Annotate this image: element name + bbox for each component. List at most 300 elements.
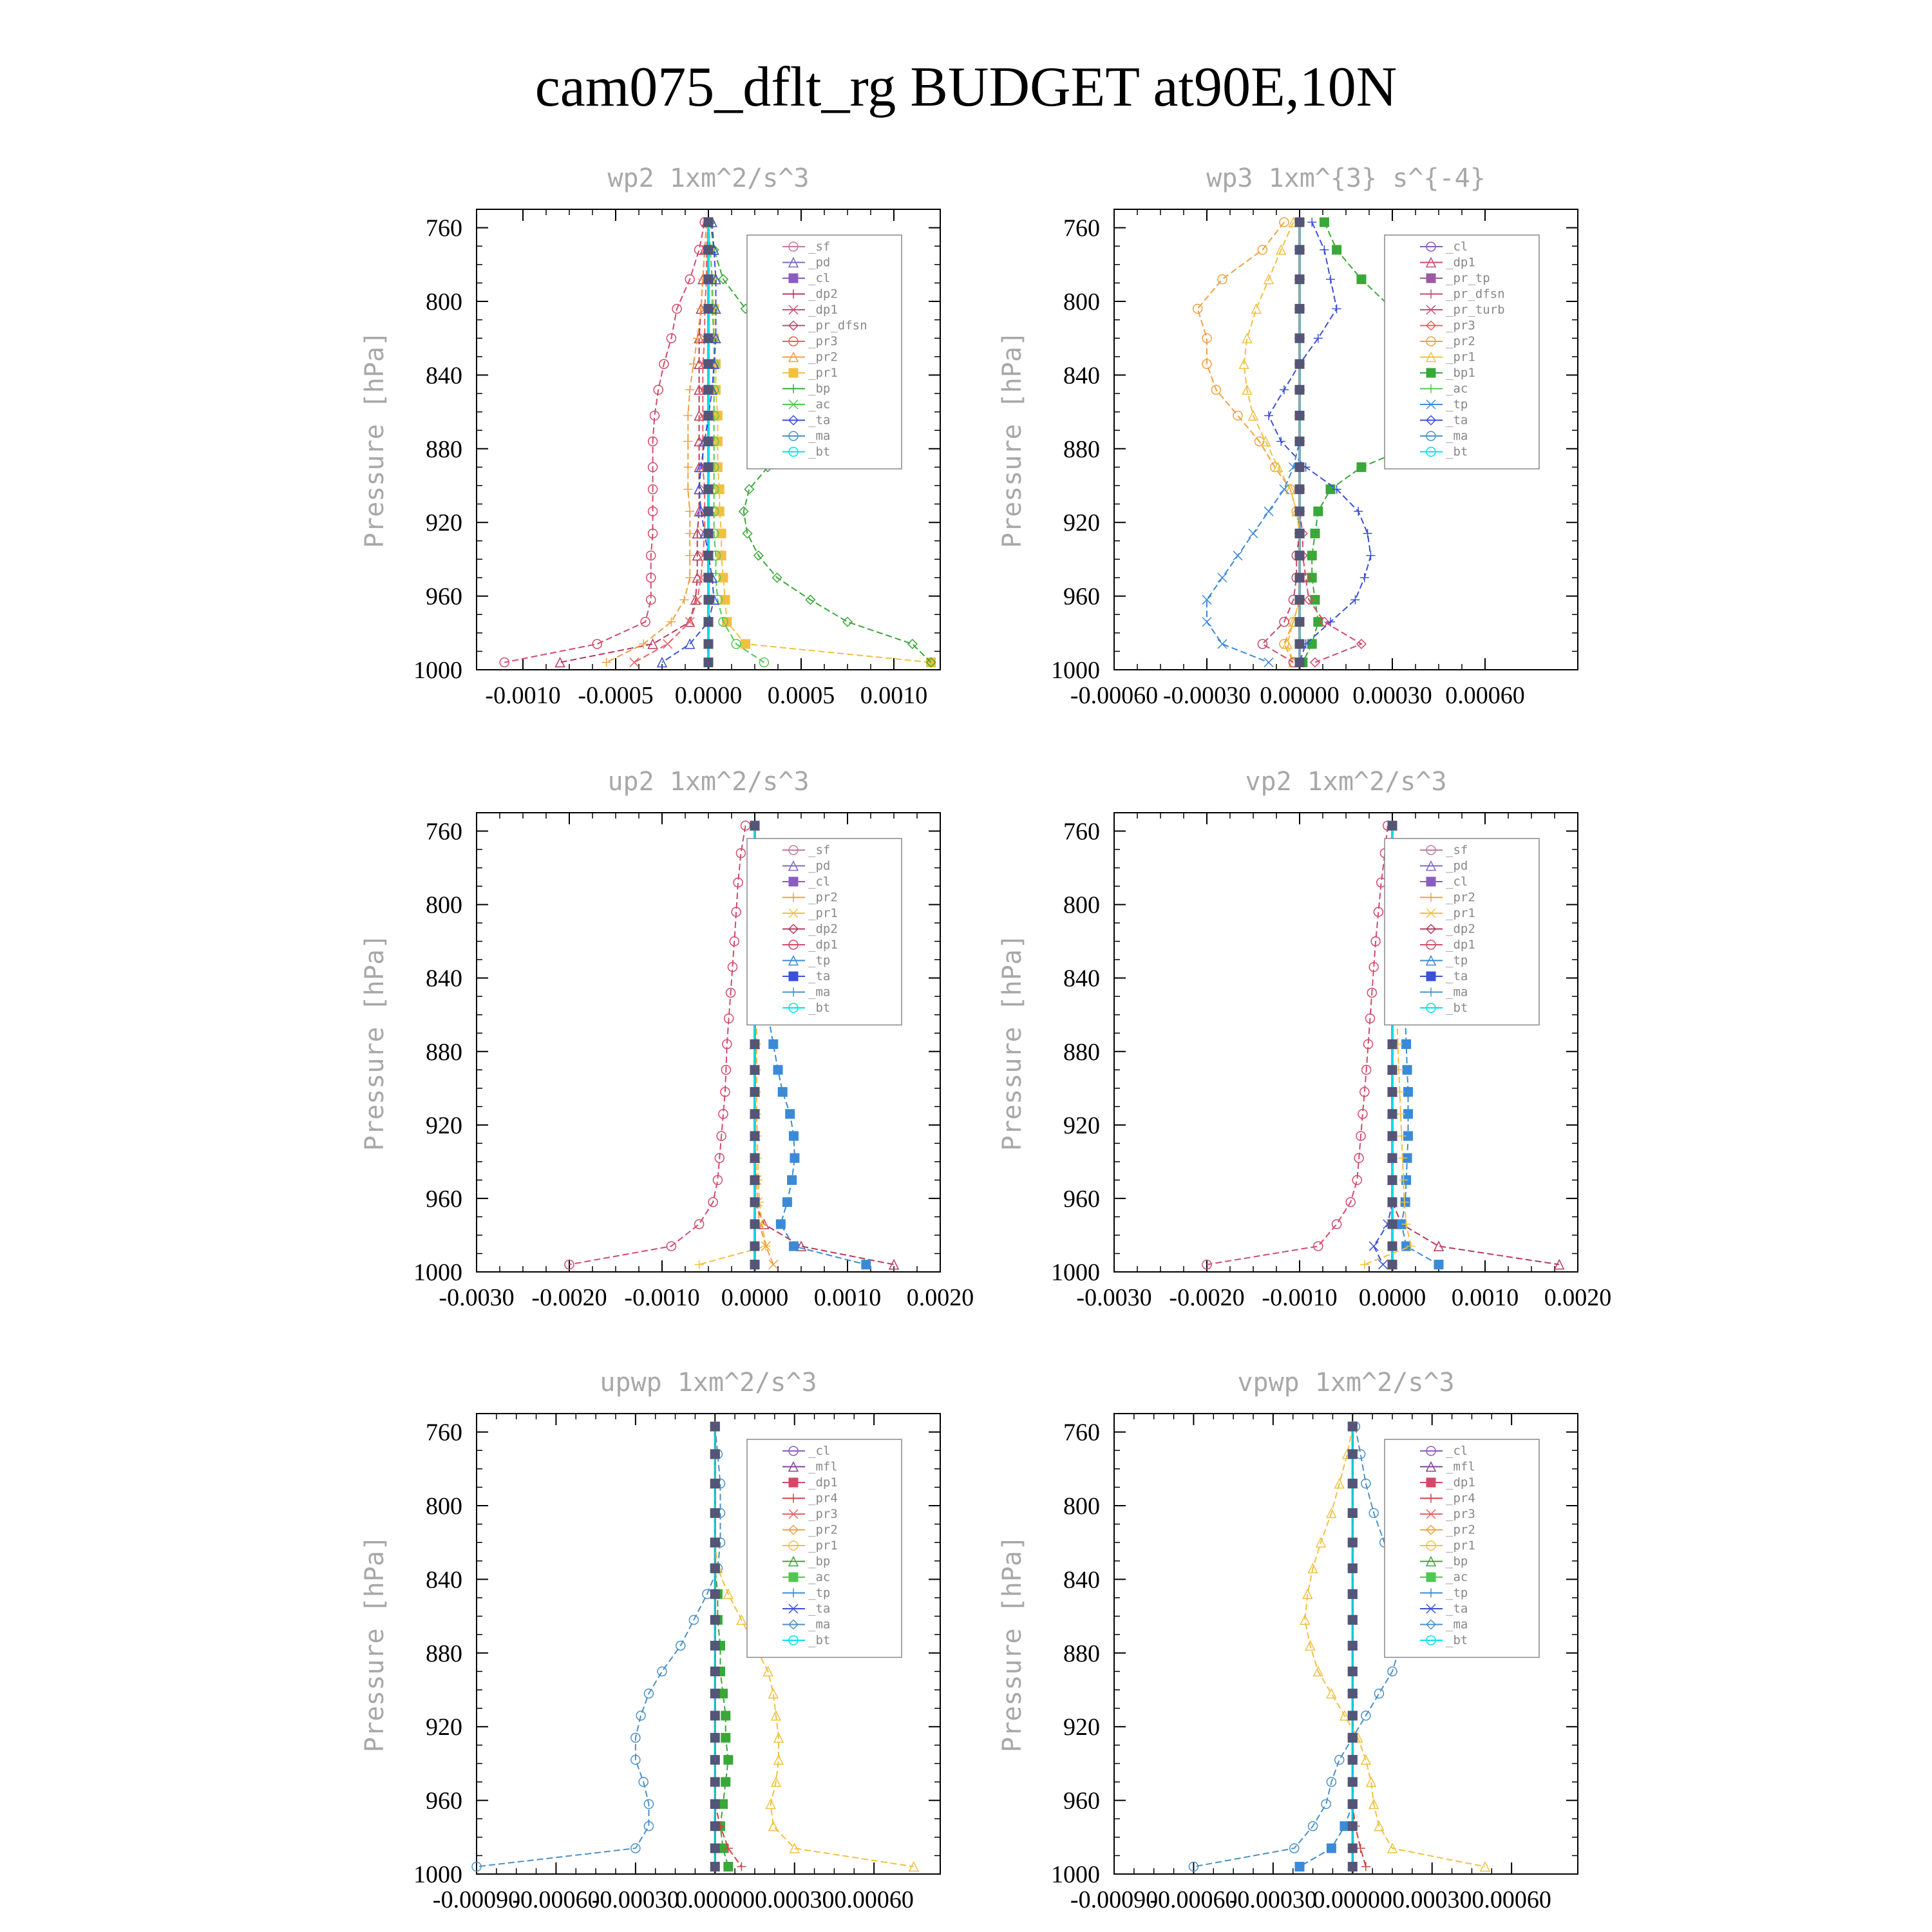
legend-label: _pr_dfsn — [1446, 287, 1505, 301]
data-point — [1295, 639, 1304, 649]
y-tick-label: 880 — [426, 1640, 462, 1667]
legend-marker — [789, 1573, 798, 1582]
x-tick-label: -0.00090 — [432, 1886, 521, 1913]
data-point — [1295, 218, 1304, 227]
legend-label: _pr2 — [808, 350, 838, 365]
data-point — [773, 1065, 782, 1074]
data-point — [1348, 1615, 1357, 1624]
series-pr2 — [1193, 218, 1304, 667]
data-point — [602, 658, 611, 667]
x-tick-label: -0.00030 — [591, 1886, 679, 1913]
legend-label: _pr1 — [808, 1539, 838, 1553]
y-tick-label: 960 — [426, 583, 462, 611]
data-point — [1295, 245, 1304, 254]
data-point — [1403, 1065, 1412, 1074]
legend-label: _cl — [808, 271, 831, 285]
data-point — [710, 1538, 719, 1547]
y-tick-label: 1000 — [413, 1259, 462, 1286]
x-tick-label: -0.00090 — [1070, 1886, 1159, 1913]
legend-label: _bt — [1446, 444, 1468, 459]
data-point — [788, 1175, 797, 1184]
data-point — [704, 618, 713, 627]
x-tick-label: -0.00030 — [1229, 1886, 1317, 1913]
panel-title: wp3 1xm^{3} s^{-4} — [1206, 164, 1486, 193]
data-point — [1374, 1689, 1383, 1698]
data-point — [717, 551, 726, 560]
legend-label: _dp1 — [1446, 1475, 1475, 1490]
legend-label: _ta — [808, 413, 831, 428]
data-point — [1295, 385, 1304, 394]
data-point — [1348, 1422, 1357, 1431]
x-tick-label: 0.00000 — [675, 1886, 755, 1913]
data-point — [789, 1242, 798, 1251]
data-point — [1202, 618, 1211, 627]
data-point — [750, 1039, 759, 1048]
series-pr3 — [630, 218, 713, 667]
data-point — [715, 485, 724, 494]
legend-label: _tp — [808, 953, 831, 968]
x-tick-label: 0.00000 — [1260, 682, 1340, 709]
x-tick-label: 0.00000 — [1312, 1886, 1393, 1913]
legend-label: _sf — [1446, 843, 1468, 857]
data-point — [1295, 437, 1304, 446]
y-tick-label: 840 — [426, 965, 462, 992]
legend-label: _pr2 — [808, 1522, 838, 1537]
data-point — [1360, 573, 1369, 582]
data-point — [1348, 1589, 1357, 1598]
y-tick-label: 920 — [1063, 1112, 1100, 1139]
data-point — [1218, 573, 1227, 582]
data-point — [710, 1450, 719, 1459]
data-point — [1332, 304, 1341, 313]
legend-marker — [789, 972, 798, 981]
legend-label: _cl — [1446, 875, 1468, 889]
y-tick-label: 840 — [426, 1566, 462, 1594]
data-point — [710, 1589, 719, 1598]
panel-2 — [360, 767, 974, 1311]
y-tick-label: 960 — [1063, 1787, 1100, 1815]
data-point — [704, 304, 713, 313]
series-bt — [710, 1422, 719, 1871]
data-point — [1357, 275, 1366, 284]
legend-label: _sf — [808, 240, 831, 254]
data-point — [685, 385, 694, 394]
y-tick-label: 920 — [426, 1112, 462, 1139]
series-line — [1198, 222, 1300, 663]
legend-label: _ta — [808, 969, 831, 983]
legend-label: _mfl — [1446, 1459, 1475, 1474]
data-point — [750, 1198, 759, 1207]
data-point — [710, 1777, 719, 1786]
data-point — [1388, 1132, 1397, 1141]
data-point — [1369, 1242, 1378, 1251]
data-point — [1348, 1862, 1357, 1871]
legend-label: _dp1 — [1446, 938, 1475, 952]
x-tick-label: 0.00030 — [754, 1886, 835, 1913]
data-point — [790, 1153, 799, 1162]
x-tick-label: -0.0030 — [439, 1284, 515, 1311]
data-point — [1295, 275, 1304, 284]
data-point — [1295, 551, 1304, 560]
data-point — [1348, 1844, 1357, 1853]
legend-label: _dp1 — [1446, 255, 1475, 270]
data-point — [1348, 1450, 1357, 1459]
data-point — [1295, 411, 1304, 420]
y-tick-label: 760 — [1063, 818, 1100, 846]
data-point — [710, 1508, 719, 1517]
data-point — [862, 1260, 871, 1269]
data-point — [769, 1260, 778, 1269]
data-point — [1388, 821, 1397, 830]
data-point — [683, 411, 692, 420]
data-point — [704, 595, 713, 604]
legend-label: _ma — [808, 1617, 831, 1632]
data-point — [750, 1242, 759, 1251]
legend-label: _pr4 — [808, 1491, 838, 1506]
legend-marker — [789, 368, 798, 377]
legend-marker — [1426, 972, 1435, 981]
data-point — [1252, 304, 1261, 313]
series-bt — [1295, 218, 1304, 667]
data-point — [710, 1641, 719, 1650]
legend-label: _pr_tp — [1446, 271, 1490, 285]
data-point — [1295, 507, 1304, 516]
data-point — [685, 618, 694, 627]
legend-label: _pr_turb — [1446, 303, 1505, 317]
x-tick-label: 0.0010 — [860, 682, 928, 709]
data-point — [1348, 1667, 1357, 1676]
data-point — [636, 1711, 645, 1720]
legend-label: _pr2 — [1446, 1522, 1475, 1537]
data-point — [1258, 639, 1267, 649]
data-point — [769, 1039, 778, 1048]
data-point — [1280, 385, 1289, 394]
series-line — [1193, 1426, 1405, 1867]
data-point — [710, 1615, 719, 1624]
legend-label: _pr4 — [1446, 1491, 1475, 1506]
data-point — [1295, 595, 1304, 604]
legend-marker — [1426, 1478, 1435, 1487]
legend-label: _pr2 — [1446, 890, 1475, 905]
legend-marker — [789, 877, 798, 886]
data-point — [1307, 551, 1316, 560]
data-point — [1348, 1564, 1357, 1573]
data-point — [750, 1088, 759, 1097]
data-point — [1233, 411, 1242, 420]
data-point — [710, 1564, 719, 1573]
data-point — [1388, 1175, 1397, 1184]
data-point — [1354, 507, 1363, 516]
y-tick-label: 960 — [426, 1185, 462, 1213]
data-point — [704, 275, 713, 284]
x-tick-label: -0.0020 — [531, 1284, 607, 1311]
data-point — [704, 385, 713, 394]
x-tick-label: 0.0000 — [721, 1284, 789, 1311]
x-tick-label: 0.0000 — [1358, 1284, 1426, 1311]
data-point — [1193, 304, 1202, 313]
x-tick-label: 0.0010 — [1451, 1284, 1519, 1311]
data-point — [710, 1862, 719, 1871]
data-point — [1348, 1822, 1357, 1831]
legend-label: _dp2 — [808, 287, 838, 301]
panel-title: vpwp 1xm^2/s^3 — [1237, 1368, 1455, 1397]
data-point — [782, 1198, 791, 1207]
x-tick-label: -0.00030 — [1162, 682, 1251, 709]
data-point — [1348, 1508, 1357, 1517]
data-point — [683, 437, 692, 446]
x-tick-label: 0.0020 — [1544, 1284, 1612, 1311]
x-tick-label: -0.00060 — [1150, 1886, 1238, 1913]
x-tick-label: 0.0010 — [813, 1284, 882, 1311]
legend-label: _cl — [808, 1444, 831, 1458]
panel-title: vp2 1xm^2/s^3 — [1245, 767, 1447, 797]
x-tick-label: -0.0005 — [578, 682, 654, 709]
data-point — [663, 639, 672, 649]
series-line — [477, 1426, 721, 1867]
data-point — [710, 1844, 719, 1853]
x-tick-label: -0.0010 — [624, 1284, 700, 1311]
panel-4 — [360, 1368, 940, 1913]
series-ma — [1189, 1422, 1410, 1871]
legend-label: _ma — [808, 985, 831, 999]
data-point — [1311, 529, 1320, 538]
x-tick-label: -0.0010 — [1262, 1284, 1338, 1311]
legend-label: _dp1 — [808, 938, 838, 952]
y-tick-label: 800 — [426, 289, 462, 316]
data-point — [1388, 1198, 1397, 1207]
data-point — [1388, 1242, 1397, 1251]
series-line — [634, 222, 708, 663]
legend-label: _pr1 — [1446, 350, 1475, 365]
legend-label: _ta — [1446, 1602, 1468, 1616]
data-point — [1348, 1733, 1357, 1742]
legend-label: _dp1 — [808, 303, 838, 317]
y-tick-label: 1000 — [413, 657, 462, 684]
legend-label: _pr_dfsn — [808, 318, 867, 333]
legend-label: _pr1 — [808, 366, 838, 380]
data-point — [1403, 1088, 1412, 1097]
y-tick-label: 760 — [426, 818, 462, 846]
data-point — [1307, 573, 1316, 582]
y-tick-label: 800 — [1063, 891, 1100, 919]
y-tick-label: 840 — [1063, 965, 1100, 992]
legend-label: _tp — [1446, 1586, 1468, 1600]
legend-label: _pr2 — [1446, 334, 1475, 348]
y-axis-label: Pressure [hPa] — [998, 330, 1027, 549]
data-point — [778, 1088, 787, 1097]
legend-label: _dp1 — [808, 1475, 838, 1490]
legend-label: _cl — [1446, 240, 1468, 254]
y-tick-label: 1000 — [413, 1861, 462, 1888]
data-point — [721, 1733, 730, 1742]
data-point — [1388, 1260, 1397, 1269]
y-tick-label: 1000 — [1051, 657, 1100, 684]
data-point — [710, 1799, 719, 1808]
data-point — [710, 1479, 719, 1488]
x-tick-label: 0.0005 — [767, 682, 835, 709]
data-point — [1307, 218, 1316, 227]
y-tick-label: 760 — [1063, 214, 1100, 242]
legend-label: _pr3 — [1446, 318, 1475, 333]
legend-label: _pr3 — [808, 334, 838, 348]
data-point — [1327, 1689, 1336, 1698]
legend-label: _ta — [1446, 969, 1468, 983]
series-dp1 — [500, 218, 709, 667]
data-point — [710, 1422, 719, 1431]
figure-title: cam075_dflt_rg BUDGET at90E,10N — [535, 56, 1397, 118]
panel-0 — [360, 164, 940, 709]
data-point — [1295, 304, 1304, 313]
legend-label: _pr1 — [808, 906, 838, 920]
x-tick-label: -0.00060 — [1070, 682, 1159, 709]
y-tick-label: 920 — [426, 1714, 462, 1741]
legend-label: _bp — [808, 1554, 831, 1569]
panel-title: wp2 1xm^2/s^3 — [607, 164, 810, 193]
data-point — [1295, 573, 1304, 582]
panel-title: up2 1xm^2/s^3 — [607, 767, 810, 797]
y-tick-label: 920 — [1063, 509, 1100, 537]
data-point — [710, 1667, 719, 1676]
data-point — [683, 485, 692, 494]
x-tick-label: 0.0000 — [674, 682, 743, 709]
x-tick-label: 0.00030 — [1392, 1886, 1472, 1913]
series-line — [607, 222, 707, 663]
legend-label: _tp — [1446, 397, 1468, 412]
data-point — [1233, 551, 1242, 560]
legend-label: _tp — [808, 1586, 831, 1600]
data-point — [1388, 1065, 1397, 1074]
y-tick-label: 800 — [426, 1493, 462, 1520]
data-point — [1388, 1153, 1397, 1162]
data-point — [1295, 359, 1304, 368]
data-point — [710, 1733, 719, 1742]
y-tick-label: 840 — [1063, 1566, 1100, 1594]
legend-marker — [1426, 274, 1435, 283]
series-bt — [1348, 1422, 1357, 1871]
y-tick-label: 960 — [426, 1787, 462, 1815]
data-point — [1348, 1799, 1357, 1808]
legend-label: _pd — [808, 858, 831, 873]
x-tick-label: 0.0020 — [906, 1284, 974, 1311]
data-point — [704, 573, 713, 582]
data-point — [1366, 551, 1375, 560]
y-tick-label: 840 — [1063, 362, 1100, 390]
data-point — [710, 1756, 719, 1765]
data-point — [693, 595, 702, 604]
legend-label: _cl — [1446, 1444, 1468, 1458]
data-point — [1357, 462, 1366, 471]
y-tick-label: 800 — [426, 891, 462, 919]
data-point — [704, 485, 713, 494]
data-point — [1280, 639, 1289, 649]
legend-label: _pr2 — [808, 890, 838, 905]
legend-label: _cl — [808, 875, 831, 889]
series-pr1 — [1240, 218, 1304, 667]
data-point — [680, 595, 689, 604]
data-point — [685, 507, 694, 516]
data-point — [1314, 618, 1323, 627]
legend-marker — [1426, 1573, 1435, 1582]
data-point — [1295, 1862, 1304, 1871]
data-point — [1295, 334, 1304, 343]
data-point — [704, 437, 713, 446]
data-point — [710, 1689, 719, 1698]
data-point — [1264, 411, 1273, 420]
data-point — [1320, 245, 1329, 254]
series-pr2 — [602, 218, 712, 667]
data-point — [704, 359, 713, 368]
data-point — [1348, 1689, 1357, 1698]
data-point — [1295, 658, 1304, 667]
data-point — [1249, 529, 1258, 538]
data-point — [1264, 507, 1273, 516]
legend-label: _ma — [1446, 429, 1468, 443]
data-point — [776, 1220, 785, 1229]
data-point — [1332, 1220, 1341, 1229]
data-point — [789, 1132, 798, 1141]
y-tick-label: 960 — [1063, 1185, 1100, 1213]
data-point — [704, 551, 713, 560]
data-point — [710, 1822, 719, 1831]
series-ma — [472, 1422, 725, 1871]
panel-5 — [998, 1368, 1578, 1913]
y-tick-label: 880 — [426, 435, 462, 463]
data-point — [689, 359, 698, 368]
data-point — [1388, 1039, 1397, 1048]
data-point — [750, 1153, 759, 1162]
data-point — [1335, 1756, 1344, 1765]
data-point — [721, 1711, 730, 1720]
legend-label: _ta — [808, 1602, 831, 1616]
data-point — [704, 334, 713, 343]
data-point — [1295, 618, 1304, 627]
legend-label: _pd — [808, 255, 831, 270]
y-axis-label: Pressure [hPa] — [998, 1535, 1027, 1753]
data-point — [704, 245, 713, 254]
data-point — [704, 658, 713, 667]
x-tick-label: -0.0010 — [485, 682, 561, 709]
data-point — [704, 411, 713, 420]
y-axis-label: Pressure [hPa] — [998, 933, 1027, 1151]
legend-marker — [789, 274, 798, 283]
data-point — [710, 1711, 719, 1720]
data-point — [693, 334, 702, 343]
legend-label: _tp — [1446, 953, 1468, 968]
legend-label: _bt — [808, 1001, 831, 1015]
data-point — [1314, 507, 1323, 516]
legend-marker — [789, 1478, 798, 1487]
data-point — [695, 1220, 704, 1229]
legend-label: _bt — [1446, 1633, 1468, 1647]
legend-label: _ma — [808, 429, 831, 443]
x-tick-label: 0.00030 — [1352, 682, 1432, 709]
y-tick-label: 1000 — [1051, 1861, 1100, 1888]
legend-label: _ac — [808, 1570, 831, 1584]
data-point — [1326, 275, 1335, 284]
data-point — [1327, 1844, 1336, 1853]
panel-1 — [998, 164, 1578, 709]
data-point — [750, 1220, 759, 1229]
legend-label: _bt — [1446, 1001, 1468, 1015]
data-point — [737, 1862, 746, 1871]
data-point — [750, 1065, 759, 1074]
x-tick-label: 0.00060 — [1445, 682, 1525, 709]
y-tick-label: 880 — [1063, 435, 1100, 463]
data-point — [1280, 485, 1289, 494]
data-point — [750, 821, 759, 830]
data-point — [750, 1110, 759, 1119]
legend-label: _ta — [1446, 413, 1468, 428]
